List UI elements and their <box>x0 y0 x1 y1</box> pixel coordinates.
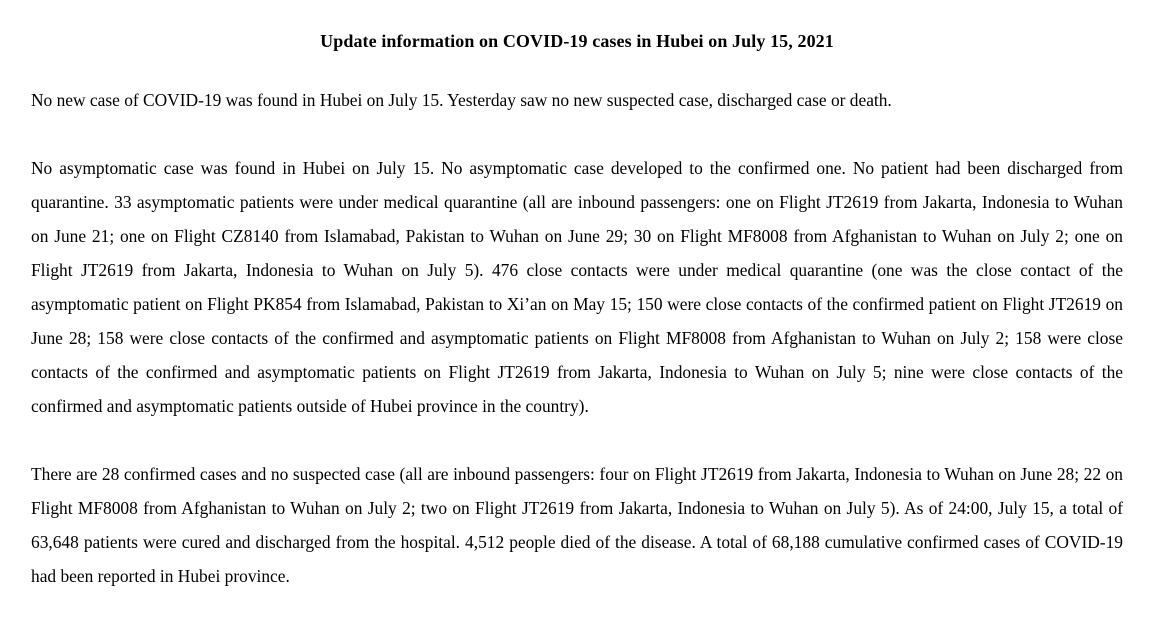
paragraph-confirmed-cases: There are 28 confirmed cases and no suspected case (all are inbound passengers: four on Flight JT2619 from Jakarta, Indonesia to Wuhan on June 28; 22 on Flight MF8008 from Afghanistan to Wuhan on July 2; two on Flight JT2619 from Jakarta, Indonesia to Wuhan on July 5). As of 24:00, July 15, a total of 63,648 patients were cured and discharged from the hospital. 4,512 people died of the disease. A total of 68,188 cumulative confirmed cases of COVID-19 had been reported in Hubei province. <box>31 464 1123 586</box>
paragraph-asymptomatic-cases: No asymptomatic case was found in Hubei on July 15. No asymptomatic case developed to the confirmed one. No patient had been discharged from quarantine. 33 asymptomatic patients were under medical quarantine (all are inbound passengers: one on Flight JT2619 from Jakarta, Indonesia to Wuhan on June 21; one on Flight CZ8140 from Islamabad, Pakistan to Wuhan on June 29; 30 on Flight MF8008 from Afghanistan to Wuhan on July 2; one on Flight JT2619 from Jakarta, Indonesia to Wuhan on July 5). 476 close contacts were under medical quarantine (one was the close contact of the asymptomatic patient on Flight PK854 from Islamabad, Pakistan to Xi’an on May 15; 150 were close contacts of the confirmed patient on Flight JT2619 on June 28; 158 were close contacts of the confirmed and asymptomatic patients on Flight MF8008 from Afghanistan to Wuhan on July 2; 158 were close contacts of the confirmed and asymptomatic patients on Flight JT2619 from Jakarta, Indonesia to Wuhan on July 5; nine were close contacts of the confirmed and asymptomatic patients outside of Hubei province in the country). <box>31 158 1123 416</box>
document-title: Update information on COVID-19 cases in Hubei on July 15, 2021 <box>320 31 834 51</box>
paragraph-new-cases: No new case of COVID-19 was found in Hubei on July 15. Yesterday saw no new suspected case, discharged case or death. <box>31 90 892 110</box>
